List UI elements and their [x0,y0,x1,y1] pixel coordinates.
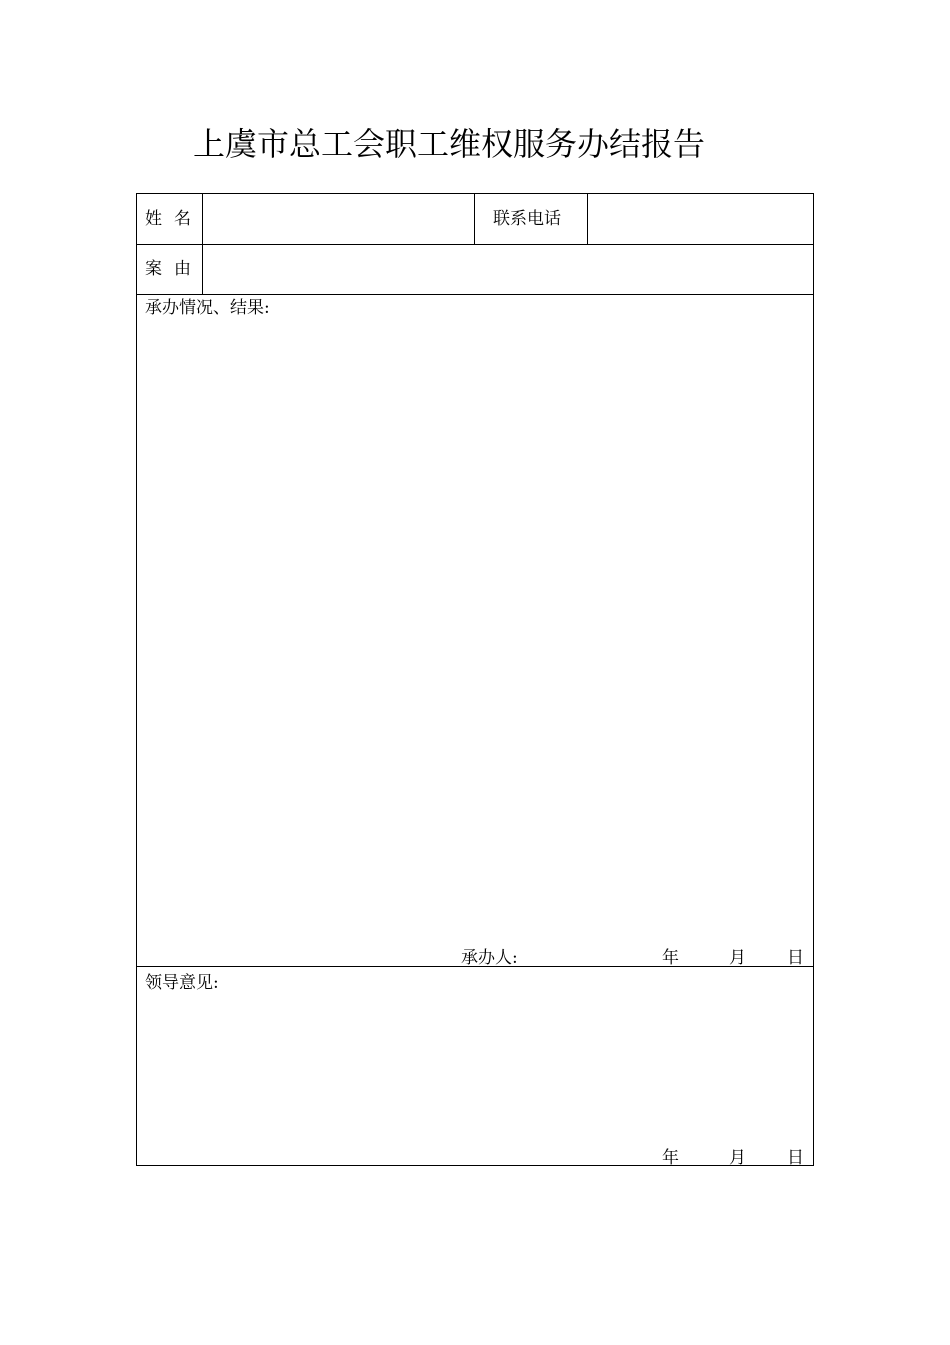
name-label: 姓名 [145,209,203,229]
case-label: 案由 [145,259,203,279]
phone-field[interactable] [588,194,814,244]
leader-month-label: 月 [729,1148,746,1168]
page-title: 上虞市总工会职工维权服务办结报告 [192,125,705,163]
row-divider-2 [137,294,813,295]
handler-label: 承办人: [461,948,518,968]
handling-field[interactable] [137,320,814,940]
phone-label-left-divider [474,194,475,245]
handling-year-label: 年 [662,948,679,968]
leader-opinion-field[interactable] [137,996,814,1141]
phone-label: 联系电话 [493,209,561,229]
name-field[interactable] [203,194,474,244]
leader-opinion-label: 领导意见: [145,973,219,993]
handler-signature-field[interactable] [527,944,657,966]
handling-label: 承办情况、结果: [145,298,270,318]
leader-year-label: 年 [662,1148,679,1168]
case-field[interactable] [203,245,814,294]
report-form [136,193,814,1166]
handling-day-label: 日 [787,948,804,968]
handling-month-label: 月 [729,948,746,968]
leader-day-label: 日 [787,1148,804,1168]
